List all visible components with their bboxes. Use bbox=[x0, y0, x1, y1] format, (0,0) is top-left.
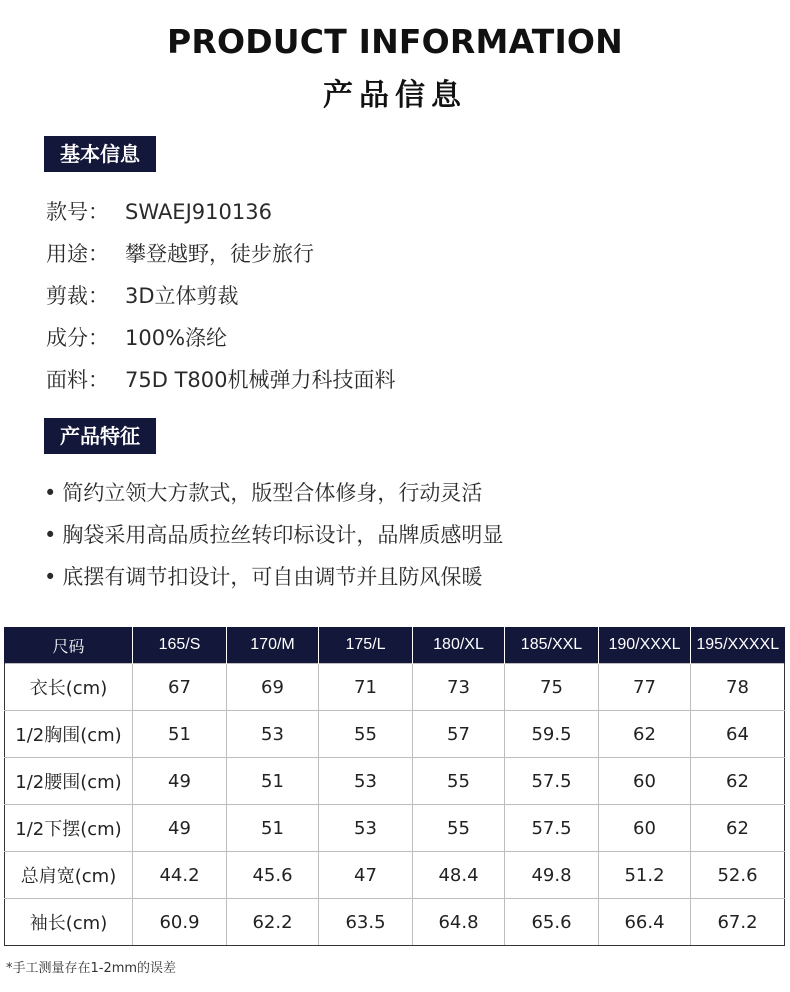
table-cell: 63.5 bbox=[319, 899, 413, 946]
size-table-header-row bbox=[5, 627, 785, 664]
table-cell: 52.6 bbox=[691, 852, 785, 899]
row-label: 1/2腰围(cm) bbox=[5, 758, 133, 805]
table-cell: 59.5 bbox=[505, 711, 599, 758]
header-cell: 165/S bbox=[133, 627, 227, 664]
table-cell: 51.2 bbox=[599, 852, 691, 899]
table-cell: 53 bbox=[319, 805, 413, 852]
table-row bbox=[5, 852, 785, 899]
table-cell: 62 bbox=[691, 805, 785, 852]
header-cell: 185/XXL bbox=[505, 627, 599, 664]
info-key: 面料： bbox=[46, 368, 109, 392]
feature-item bbox=[44, 477, 482, 507]
table-cell: 55 bbox=[413, 805, 505, 852]
table-cell: 53 bbox=[319, 758, 413, 805]
page-title-cn: 产品信息 bbox=[323, 78, 467, 113]
table-cell: 57.5 bbox=[505, 805, 599, 852]
bullet-icon: • bbox=[44, 565, 57, 589]
table-cell: 60.9 bbox=[133, 899, 227, 946]
table-cell: 66.4 bbox=[599, 899, 691, 946]
header-cell: 190/XXXL bbox=[599, 627, 691, 664]
table-row bbox=[5, 664, 785, 711]
section-heading-features: 产品特征 bbox=[44, 418, 156, 454]
table-cell: 64 bbox=[691, 711, 785, 758]
info-key: 成分： bbox=[46, 326, 109, 350]
table-cell: 55 bbox=[413, 758, 505, 805]
table-cell: 51 bbox=[133, 711, 227, 758]
header-cell: 195/XXXXL bbox=[691, 627, 785, 664]
table-row bbox=[5, 758, 785, 805]
info-key: 款号： bbox=[46, 200, 109, 224]
table-cell: 57.5 bbox=[505, 758, 599, 805]
row-label: 总肩宽(cm) bbox=[5, 852, 133, 899]
header-cell: 180/XL bbox=[413, 627, 505, 664]
info-value: 75D T800机械弹力科技面料 bbox=[125, 368, 396, 392]
feature-text: 底摆有调节扣设计，可自由调节并且防风保暖 bbox=[62, 565, 483, 589]
info-key: 用途： bbox=[46, 242, 109, 266]
bullet-icon: • bbox=[44, 481, 57, 505]
table-cell: 44.2 bbox=[133, 852, 227, 899]
info-value: 攀登越野，徒步旅行 bbox=[125, 242, 314, 266]
table-cell: 49 bbox=[133, 758, 227, 805]
row-label: 1/2下摆(cm) bbox=[5, 805, 133, 852]
table-cell: 60 bbox=[599, 805, 691, 852]
row-label: 1/2胸围(cm) bbox=[5, 711, 133, 758]
table-cell: 77 bbox=[599, 664, 691, 711]
table-cell: 73 bbox=[413, 664, 505, 711]
table-cell: 64.8 bbox=[413, 899, 505, 946]
row-label: 袖长(cm) bbox=[5, 899, 133, 946]
info-key: 剪裁： bbox=[46, 284, 109, 308]
table-cell: 55 bbox=[319, 711, 413, 758]
info-line-cut bbox=[46, 280, 239, 310]
info-value: 100%涤纶 bbox=[125, 326, 228, 350]
table-cell: 62 bbox=[599, 711, 691, 758]
table-cell: 78 bbox=[691, 664, 785, 711]
feature-item bbox=[44, 519, 503, 549]
table-cell: 67.2 bbox=[691, 899, 785, 946]
table-row bbox=[5, 899, 785, 946]
bullet-icon: • bbox=[44, 523, 57, 547]
info-line-usage bbox=[46, 238, 314, 268]
measurement-note: *手工测量存在1-2mm的误差 bbox=[6, 961, 177, 976]
table-cell: 67 bbox=[133, 664, 227, 711]
table-cell: 57 bbox=[413, 711, 505, 758]
table-cell: 53 bbox=[227, 711, 319, 758]
table-cell: 62.2 bbox=[227, 899, 319, 946]
info-line-fabric bbox=[46, 364, 395, 394]
row-label: 衣长(cm) bbox=[5, 664, 133, 711]
size-table bbox=[4, 627, 785, 946]
section-heading-basic-info: 基本信息 bbox=[44, 136, 156, 172]
table-cell: 51 bbox=[227, 805, 319, 852]
table-cell: 75 bbox=[505, 664, 599, 711]
table-cell: 71 bbox=[319, 664, 413, 711]
table-cell: 69 bbox=[227, 664, 319, 711]
info-value: 3D立体剪裁 bbox=[125, 284, 239, 308]
table-row bbox=[5, 805, 785, 852]
feature-text: 简约立领大方款式，版型合体修身，行动灵活 bbox=[62, 481, 483, 505]
table-cell: 60 bbox=[599, 758, 691, 805]
header-cell: 175/L bbox=[319, 627, 413, 664]
table-cell: 49.8 bbox=[505, 852, 599, 899]
header-cell: 170/M bbox=[227, 627, 319, 664]
table-cell: 48.4 bbox=[413, 852, 505, 899]
table-cell: 45.6 bbox=[227, 852, 319, 899]
info-value: SWAEJ910136 bbox=[125, 200, 272, 224]
table-row bbox=[5, 711, 785, 758]
feature-text: 胸袋采用高品质拉丝转印标设计，品牌质感明显 bbox=[62, 523, 504, 547]
info-line-composition bbox=[46, 322, 227, 352]
table-cell: 47 bbox=[319, 852, 413, 899]
table-cell: 65.6 bbox=[505, 899, 599, 946]
table-cell: 62 bbox=[691, 758, 785, 805]
feature-item bbox=[44, 561, 482, 591]
table-cell: 49 bbox=[133, 805, 227, 852]
info-line-style-no bbox=[46, 196, 272, 226]
table-cell: 51 bbox=[227, 758, 319, 805]
header-cell: 尺码 bbox=[5, 627, 133, 664]
page-title-en: PRODUCT INFORMATION bbox=[166, 22, 624, 61]
